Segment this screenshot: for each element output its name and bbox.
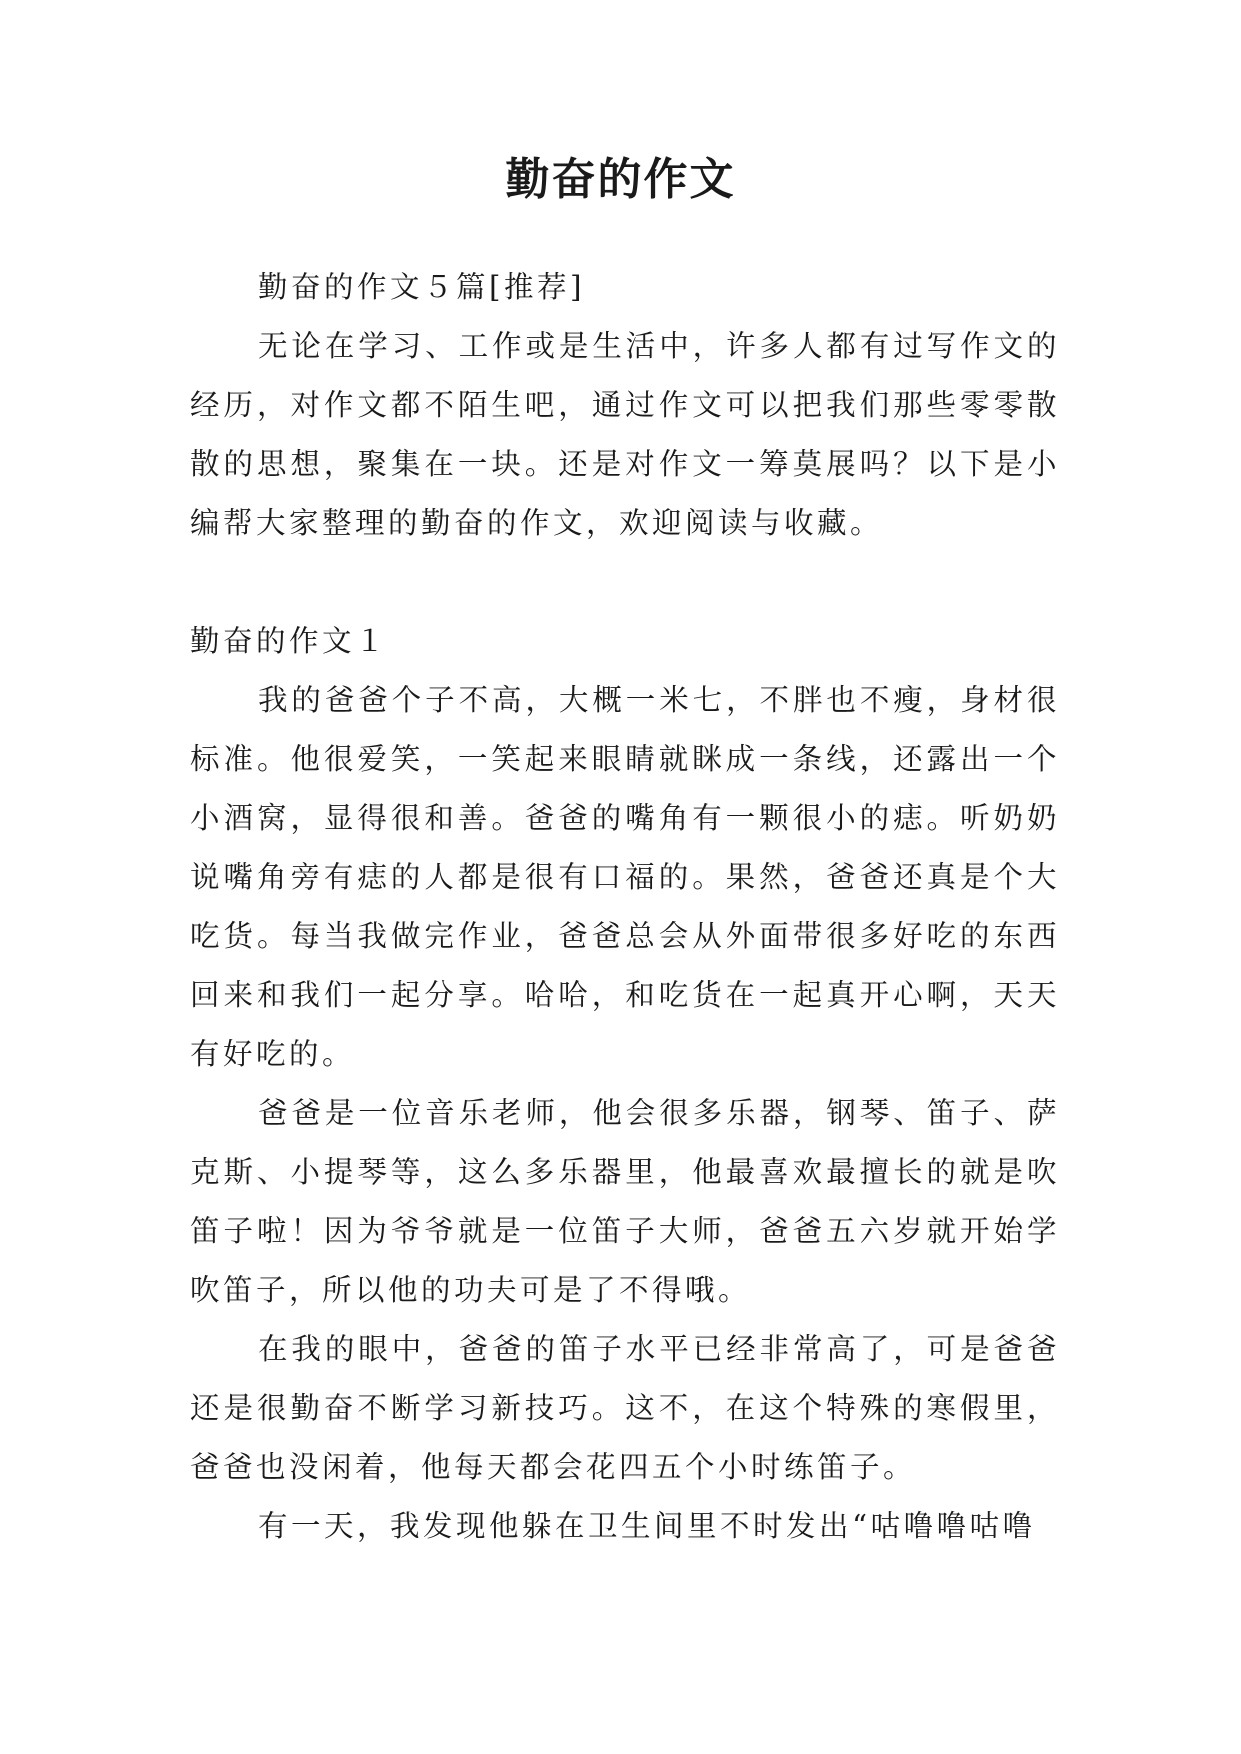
section-heading: 勤奋的作文１ — [190, 624, 389, 658]
document-title: 勤奋的作文 — [505, 154, 736, 205]
body-paragraph: 我的爸爸个子不高，大概一米七，不胖也不瘦，身材很标准。他很爱笑，一笑起来眼睛就眯成一条线，还露出一个小酒窝，显得很和善。爸爸的嘴角有一颗很小的痣。听奶奶说嘴角旁有痣的人都是很有口福的。果然，爸爸还真是个大吃货。每当我做完作业，爸爸总会从外面带很多好吃的东西回来和我们一起分享。哈哈，和吃货在一起真开心啊，天天有好吃的。 — [190, 683, 1060, 1071]
body-paragraph: 爸爸是一位音乐老师，他会很多乐器，钢琴、笛子、萨克斯、小提琴等，这么多乐器里，他最喜欢最擅长的就是吹笛子啦！因为爷爷就是一位笛子大师，爸爸五六岁就开始学吹笛子，所以他的功夫可是了不得哦。 — [190, 1096, 1060, 1307]
paragraph-gap — [190, 553, 1060, 612]
body-paragraph: 有一天，我发现他躲在卫生间里不时发出“咕噜噜咕噜 — [258, 1509, 1036, 1543]
subtitle-line: 勤奋的作文５篇[推荐] — [258, 270, 586, 304]
document-body — [190, 258, 1060, 1556]
body-paragraph: 在我的眼中，爸爸的笛子水平已经非常高了，可是爸爸还是很勤奋不断学习新技巧。这不，在这个特殊的寒假里，爸爸也没闲着，他每天都会花四五个小时练笛子。 — [190, 1332, 1060, 1484]
intro-paragraph: 无论在学习、工作或是生活中，许多人都有过写作文的经历，对作文都不陌生吧，通过作文可以把我们那些零零散散的思想，聚集在一块。还是对作文一筹莫展吗？以下是小编帮大家整理的勤奋的作文，欢迎阅读与收藏。 — [190, 329, 1060, 540]
